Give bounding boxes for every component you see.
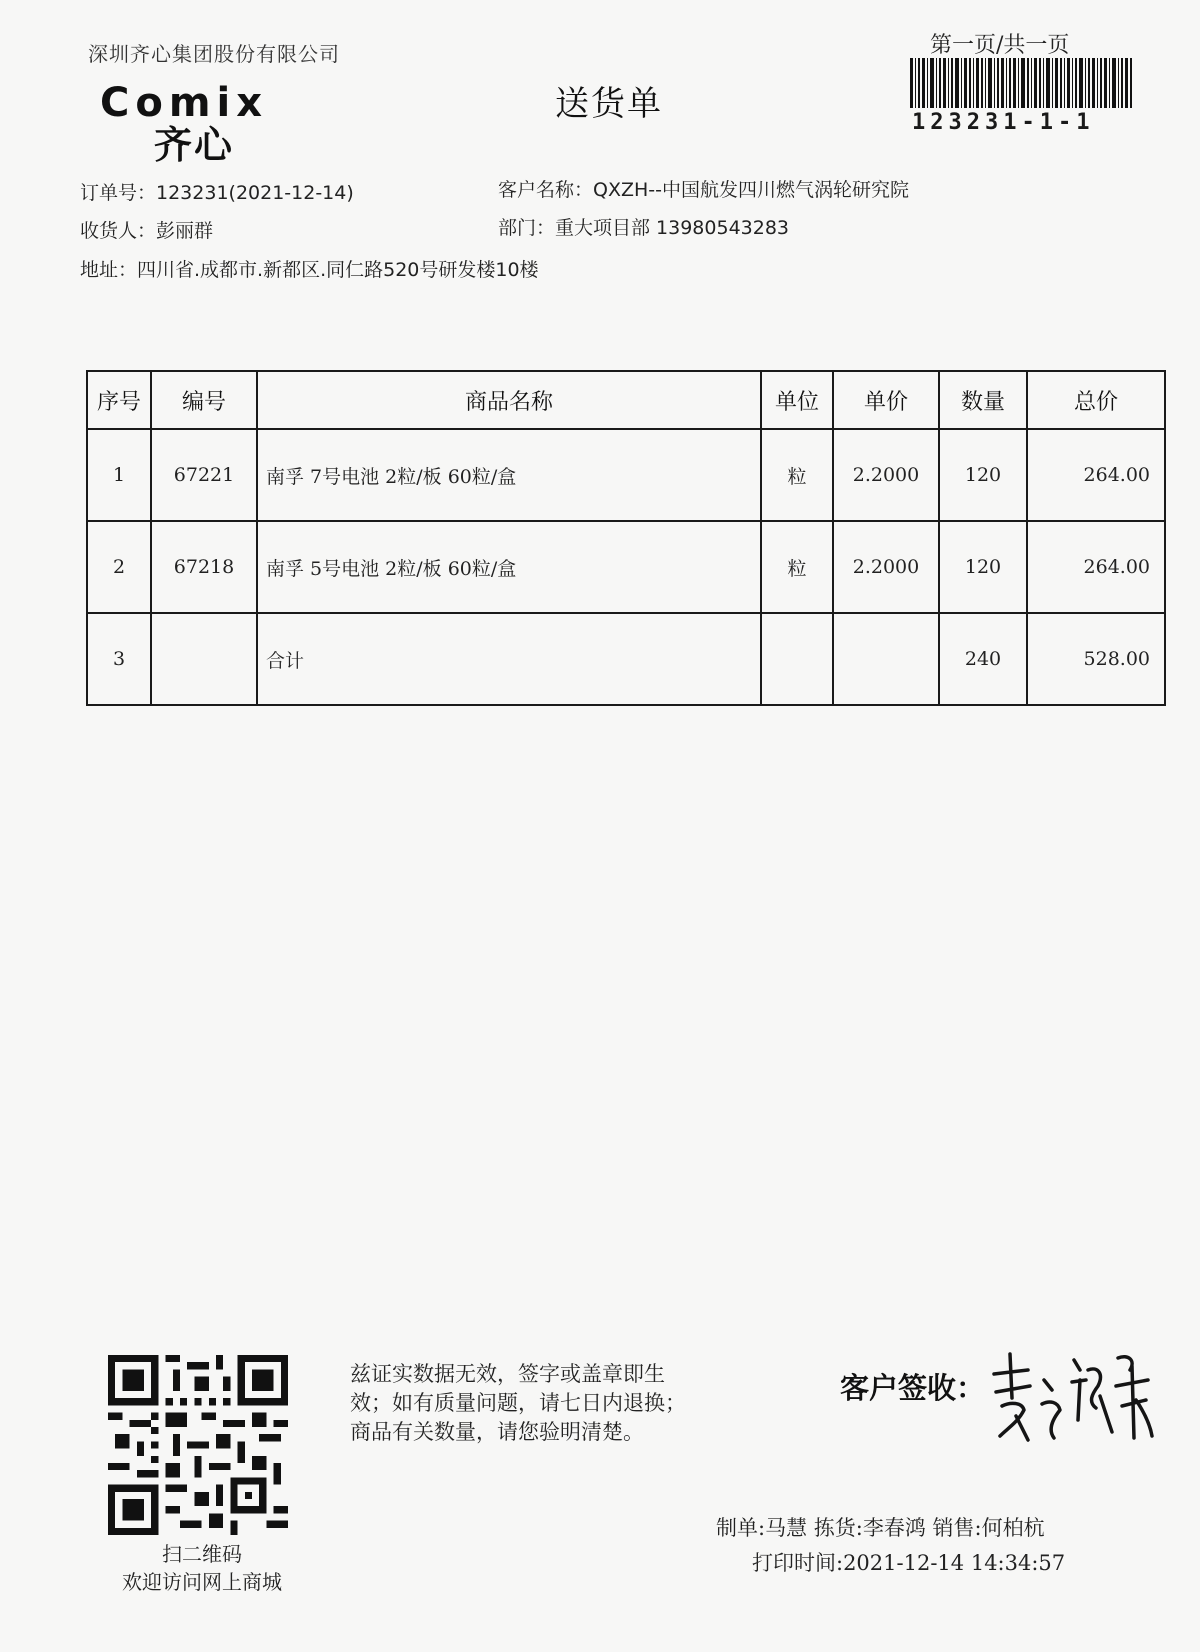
table-row (87, 521, 1165, 613)
header-cell: 单位 (761, 371, 833, 429)
customer-name: 客户名称：QXZH--中国航发四川燃气涡轮研究院 (498, 179, 909, 201)
header-cell: 数量 (939, 371, 1027, 429)
qr-code-image (108, 1355, 288, 1535)
quantity: 120 (939, 429, 1027, 521)
company-name: 深圳齐心集团股份有限公司 (88, 42, 340, 66)
item-name: 南孚 7号电池 2粒/板 60粒/盒 (257, 429, 761, 521)
staff-info: 制单:马慧 拣货:李春鸿 销售:何柏杭 (716, 1516, 1045, 1540)
document-title: 送货单 (555, 84, 663, 124)
table-header-row (87, 371, 1165, 429)
comix-logo (100, 82, 340, 166)
row-index: 1 (87, 429, 151, 521)
qr-caption (92, 1540, 312, 1596)
item-unit (761, 613, 833, 705)
notice-line: 商品有关数量，请您验明清楚。 (350, 1420, 644, 1444)
total-label: 合计 (257, 613, 761, 705)
logo-english: Comix (100, 80, 269, 126)
row-index: 2 (87, 521, 151, 613)
item-code: 67221 (151, 429, 257, 521)
grand-total: 528.00 (1027, 613, 1165, 705)
unit-price (833, 613, 939, 705)
customer-sign-label: 客户签收： (840, 1371, 986, 1405)
unit-price: 2.2000 (833, 521, 939, 613)
total-price: 264.00 (1027, 521, 1165, 613)
header-cell: 序号 (87, 371, 151, 429)
notice-line: 兹证实数据无效，签字或盖章即生 (350, 1362, 665, 1386)
header-cell: 总价 (1027, 371, 1165, 429)
table-row (87, 429, 1165, 521)
qr-caption-line: 欢迎访问网上商城 (122, 1570, 282, 1594)
logo-chinese: 齐心 (154, 123, 235, 167)
item-code: 67218 (151, 521, 257, 613)
item-unit: 粒 (761, 429, 833, 521)
department: 部门：重大项目部 13980543283 (498, 217, 790, 239)
header-cell: 编号 (151, 371, 257, 429)
qr-caption-line: 扫二维码 (162, 1542, 242, 1566)
print-time: 打印时间:2021-12-14 14:34:57 (752, 1551, 1066, 1575)
handwritten-signature (988, 1340, 1158, 1450)
items-table (86, 370, 1166, 706)
quantity: 120 (939, 521, 1027, 613)
order-number: 订单号：123231(2021-12-14) (80, 182, 354, 204)
header-cell: 商品名称 (257, 371, 761, 429)
page-info: 第一页/共一页 (930, 33, 1070, 58)
notice-text (350, 1360, 770, 1447)
item-code (151, 613, 257, 705)
table-row-total (87, 613, 1165, 705)
total-quantity: 240 (939, 613, 1027, 705)
address: 地址：四川省.成都市.新都区.同仁路520号研发楼10楼 (80, 259, 539, 281)
barcode-number: 123231-1-1 (912, 110, 1095, 135)
receiver: 收货人：彭丽群 (80, 220, 214, 242)
total-price: 264.00 (1027, 429, 1165, 521)
notice-line: 效；如有质量问题，请七日内退换； (350, 1391, 686, 1415)
unit-price: 2.2000 (833, 429, 939, 521)
header-cell: 单价 (833, 371, 939, 429)
row-index: 3 (87, 613, 151, 705)
item-name: 南孚 5号电池 2粒/板 60粒/盒 (257, 521, 761, 613)
item-unit: 粒 (761, 521, 833, 613)
barcode-image (910, 58, 1132, 108)
